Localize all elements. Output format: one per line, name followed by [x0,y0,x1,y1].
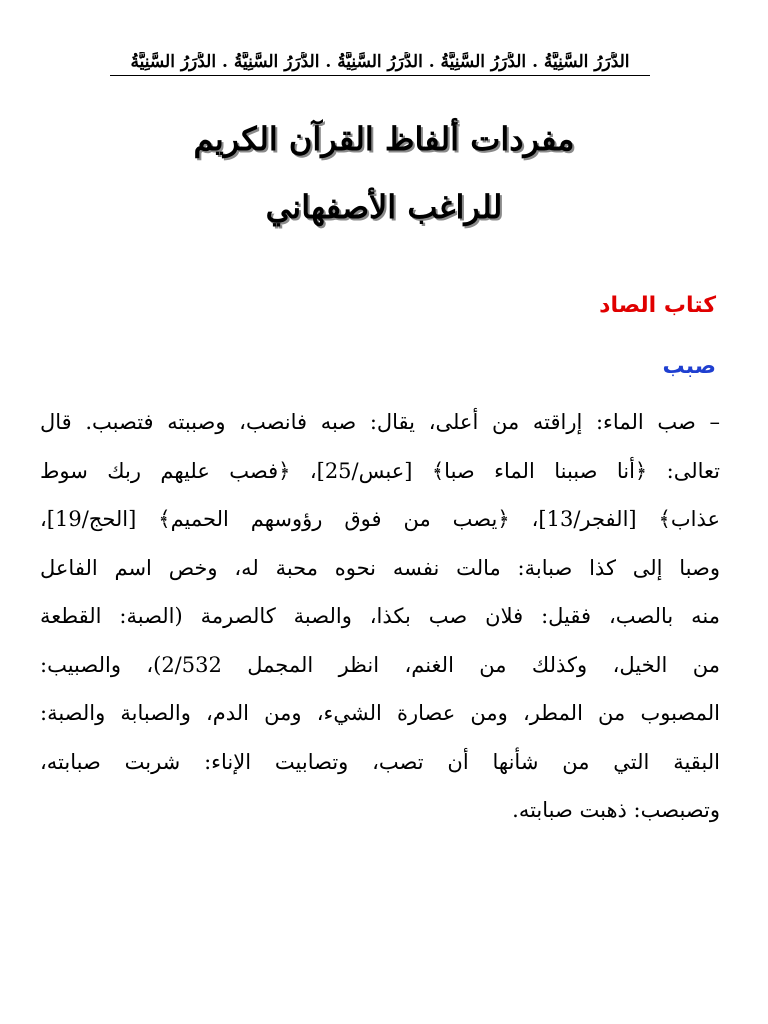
body-line: وصبا إلى كذا صبابة: مالت نفسه نحوه محبة له، وخص اسم الفاعل [40,555,720,580]
body-line: البقية التي من شأنها أن تصب، وتصابيت الإناء: شربت صبابته، [40,749,720,774]
body-line: المصبوب من المطر، ومن عصارة الشيء، ومن الدم، والصبابة والصبة: [40,701,720,725]
entry-body [40,402,720,839]
running-header: الدُّرَرُ السَّنِيَّةُ . الدُّرَرُ السَّنِيَّةُ . الدُّرَرُ السَّنِيَّةُ . الدُّرَرُ السَّنِيَّةُ . الدُّرَرُ السَّنِيَّةُ [110,52,650,76]
body-line: من الخيل، وكذلك من الغنم، انظر المجمل 2/532)، والصبيب: [40,652,720,677]
body-line: عذاب﴾ [الفجر/13]، ﴿يصب من فوق رؤوسهم الحميم﴾ [الحج/19]، [40,507,720,531]
book-author: للراغب الأصفهاني [265,188,503,226]
body-line: وتصبصب: ذهبت صبابته. [512,798,720,822]
body-line: منه بالصب، فقيل: فلان صب بكذا، والصبة كالصرمة (الصبة: القطعة [40,604,720,628]
entry-heading: صبب [662,354,716,379]
body-line: تعالى: ﴿أنا صببنا الماء صبا﴾ [عبس/25]، ﴿فصب عليهم ربك سوط [40,458,720,483]
body-line: – صب الماء: إراقته من أعلى، يقال: صبه فانصب، وصببته فتصبب. قال [40,410,720,434]
section-heading: كتاب الصاد [599,293,716,318]
book-title: مفردات ألفاظ القرآن الكريم [193,120,575,158]
